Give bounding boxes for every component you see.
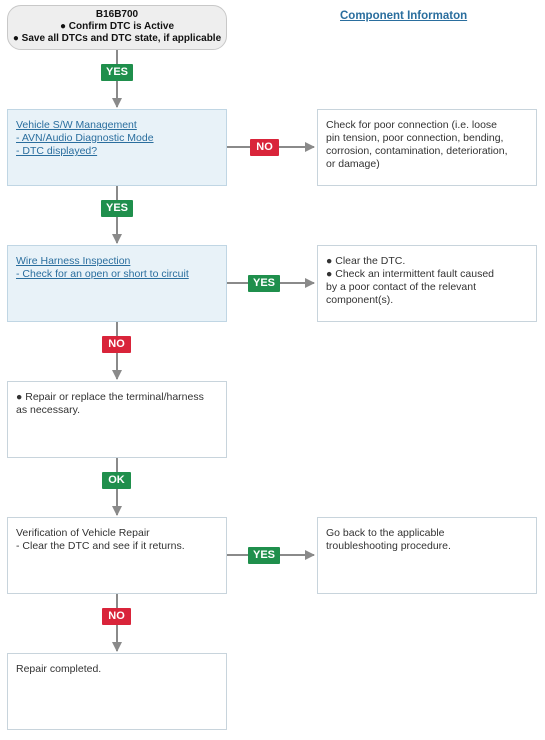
sw-management-line-2[interactable]: - DTC displayed? [16, 145, 98, 157]
step-repair-terminal [7, 381, 227, 458]
go-back-line-1: Go back to the applicable [326, 527, 445, 539]
clear-dtc-line-2: ● Check an intermittent fault caused [326, 268, 495, 280]
yes-badge-start: YES [101, 64, 133, 81]
start-line-2: ● Save all DTCs and DTC state, if applicable [12, 33, 222, 44]
verification-line-2: - Clear the DTC and see if it returns. [16, 540, 185, 552]
dtc-code: B16B700 [95, 9, 139, 20]
wire-harness-line-1[interactable]: - Check for an open or short to circuit [16, 268, 189, 280]
step-clear-dtc [317, 245, 537, 322]
start-line-1: ● Confirm DTC is Active [59, 21, 175, 32]
repair-completed-line-1: Repair completed. [16, 663, 102, 675]
wire-harness-title-link[interactable]: Wire Harness Inspection [16, 255, 131, 267]
repair-terminal-line-2: as necessary. [16, 404, 80, 416]
step-check-connection [317, 109, 537, 186]
yes-badge-verification: YES [248, 547, 280, 564]
no-badge-harness: NO [102, 336, 131, 353]
no-badge-sw: NO [250, 139, 279, 156]
check-connection-line-3: corrosion, contamination, deterioration, [326, 145, 508, 157]
start-node [7, 5, 227, 50]
step-go-back [317, 517, 537, 594]
ok-badge: OK [102, 472, 131, 489]
step-verification [7, 517, 227, 594]
clear-dtc-line-1: ● Clear the DTC. [326, 255, 406, 267]
step-wire-harness [7, 245, 227, 322]
step-sw-management [7, 109, 227, 186]
clear-dtc-line-4: component(s). [326, 294, 394, 306]
sw-management-line-1[interactable]: - AVN/Audio Diagnostic Mode [16, 132, 154, 144]
step-repair-completed [7, 653, 227, 730]
check-connection-line-2: pin tension, poor connection, bending, [326, 132, 504, 144]
check-connection-line-1: Check for poor connection (i.e. loose [326, 119, 498, 131]
repair-terminal-line-1: ● Repair or replace the terminal/harness [16, 391, 204, 403]
no-badge-verification: NO [102, 608, 131, 625]
check-connection-line-4: or damage) [326, 158, 380, 170]
yes-badge-sw: YES [101, 200, 133, 217]
go-back-line-2: troubleshooting procedure. [326, 540, 451, 552]
clear-dtc-line-3: by a poor contact of the relevant [326, 281, 477, 293]
component-information-link[interactable]: Component Informaton [340, 10, 468, 22]
verification-line-1: Verification of Vehicle Repair [16, 527, 150, 539]
yes-badge-harness: YES [248, 275, 280, 292]
sw-management-title-link[interactable]: Vehicle S/W Management [16, 119, 137, 131]
